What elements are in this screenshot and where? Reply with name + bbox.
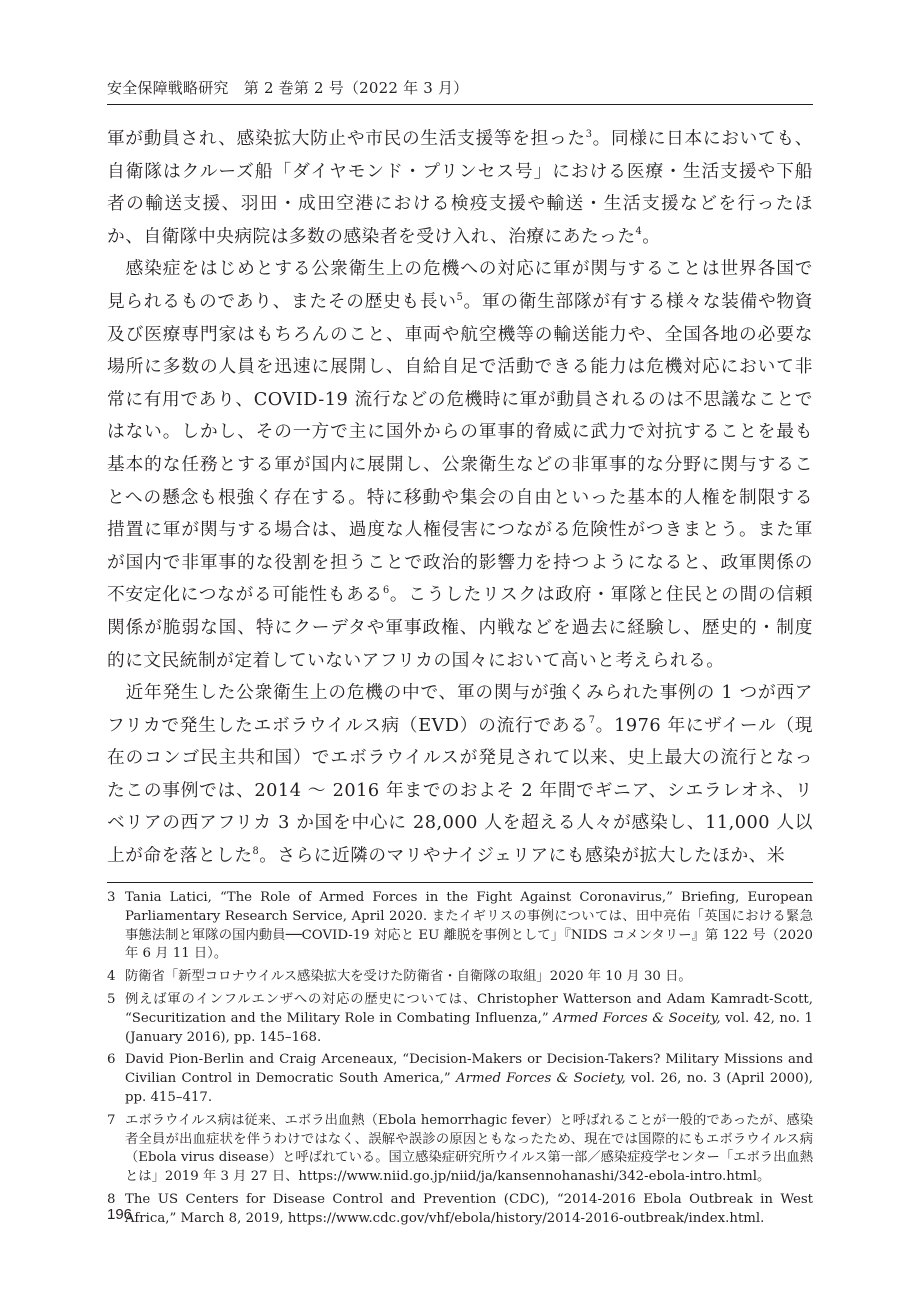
paragraph-text: 。同様に日本においても、自衛隊はクルーズ船「ダイヤモンド・プリンセス号」における医療・生活支援や下船者の輸送支援、羽田・成田空港における検疫支援や輸送・生活支援などを行ったほか、自衛隊中央病院は多数の感染者を受け入れ、治療にあたった xyxy=(107,129,813,247)
footnote-6 xyxy=(107,1051,813,1107)
page-number: 196 xyxy=(107,1206,133,1223)
footnote-7 xyxy=(107,1112,813,1187)
footnote-ref-4[interactable]: 4 xyxy=(635,226,643,238)
footnote-text-part: The US Centers for Disease Control and Prevention (CDC), “2014-2016 Ebola Outbreak in West Africa,” March 8, 2019, https://www.cdc.gov/vhf/ebola/history/2014-2016-outbreak/index.html. xyxy=(125,1191,813,1226)
footnote-ref-3[interactable]: 3 xyxy=(585,128,593,140)
footnote-text-part: 例えば軍のインフルエンザへの対応の歴史については、Christopher Watterson and Adam Kamradt-Scott, “Securitization and the Military Role in Combating Influenza,” xyxy=(125,991,813,1026)
footnote-number: 8 xyxy=(107,1191,116,1207)
footnote-text-part: エボラウイルス病は従来、エボラ出血熱（Ebola hemorrhagic fever）と呼ばれることが一般的であったが、感染者全員が出血症状を伴うわけではなく、誤解や誤診の原因ともなったため、現在では国際的にもエボラウイルス病（Ebola virus disease）と呼ばれている。国立感染症研究所ウイルス第一部／感染症疫学センター「エボラ出血熱とは」2019 年 3 月 27 日、https://www.niid.go.jp/niid/ja/kansennohanashi/342-ebola-intro.html。 xyxy=(125,1112,813,1185)
paragraph-1 xyxy=(107,123,813,253)
footnote-3 xyxy=(107,889,813,964)
paragraph-2 xyxy=(107,253,813,677)
footnote-text xyxy=(125,968,813,987)
footnote-ref-7[interactable]: 7 xyxy=(588,715,596,727)
footnote-ref-8[interactable]: 8 xyxy=(252,845,260,857)
footnote-text-part: vol. 26, no. 3 (April 2000), pp. 415–417. xyxy=(125,1071,813,1105)
footnote-text-part: 防衛省「新型コロナウイルス感染拡大を受けた防衛省・自衛隊の取組」2020 年 10 月 30 日。 xyxy=(125,969,692,985)
footnote-text xyxy=(125,889,813,964)
footnote-number: 6 xyxy=(107,1052,116,1068)
footnote-text xyxy=(125,1191,813,1229)
running-header: 安全保障戦略研究 第 2 巻第 2 号（2022 年 3 月） xyxy=(107,79,469,97)
footnote-number: 3 xyxy=(107,890,116,905)
footnote-number: 4 xyxy=(107,969,116,985)
footnote-4 xyxy=(107,968,813,987)
footnote-8 xyxy=(107,1191,813,1229)
paragraph-3 xyxy=(107,677,813,873)
main-text xyxy=(107,123,813,873)
footnote-text xyxy=(125,991,813,1047)
paragraph-text: 近年発生した公衆衛生上の危機の中で、軍の関与が強くみられた事例の 1 つが西アフリカで発生したエボラウイルス病（EVD）の流行である xyxy=(107,683,813,736)
paragraph-text: 。さらに近隣のマリやナイジェリアにも感染が拡大したほか、米 xyxy=(259,846,786,867)
paragraph-text: 感染症をはじめとする公衆衛生上の危機への対応に軍が関与することは世界各国で見られるものであり、またその歴史も長い xyxy=(107,259,813,312)
footnote-number: 7 xyxy=(107,1112,116,1128)
paragraph-text: 。 xyxy=(642,226,661,247)
paragraph-text: 。軍の衛生部隊が有する様々な装備や物資及び医療専門家はもちろんのこと、車両や航空機等の輸送能力や、全国各地の必要な場所に多数の人員を迅速に展開し、自給自足で活動できる能力は危機対応において非常に有用であり、COVID-19 流行などの危機時に軍が動員されるのは不思議なことではない。しかし、その一方で主に国外からの軍事的脅威に武力で対抗することを最も基本的な任務とする軍が国内に展開し、公衆衛生などの非軍事的な分野に関与することへの懸念も根強く存在する。特に移動や集会の自由といった基本的人権を制限する措置に軍が関与する場合は、過度な人権侵害につながる危険性がつきまとう。また軍が国内で非軍事的な役割を担うことで政治的影響力を持つようになると、政軍関係の不安定化につながる可能性もある xyxy=(107,291,813,606)
footnote-ref-6[interactable]: 6 xyxy=(382,585,390,597)
footnote-text-part: vol. 42, no. 1 (January 2016), pp. 145–168. xyxy=(125,1010,813,1045)
footnote-text-part: David Pion-Berlin and Craig Arceneaux, “Decision-Makers or Decision-Takers? Military Missions and Civilian Control in Democratic South America,” xyxy=(125,1052,813,1087)
journal-title: Armed Forces & Soceity, xyxy=(553,1010,721,1026)
footnote-rule xyxy=(107,882,813,883)
paragraph-text: 。こうしたリスクは政府・軍隊と住民との間の信頼関係が脆弱な国、特にクーデタや軍事政権、内戦などを過去に経験し、歴史的・制度的に文民統制が定着していないアフリカの国々において高いと考えられる。 xyxy=(107,585,813,671)
footnote-ref-5[interactable]: 5 xyxy=(456,291,464,303)
header-rule xyxy=(107,104,813,105)
journal-title: Armed Forces & Society, xyxy=(456,1071,626,1087)
footnote-5 xyxy=(107,991,813,1047)
paragraph-text: 。1976 年にザイール（現在のコンゴ民主共和国）でエボラウイルスが発見されて以来、史上最大の流行となったこの事例では、2014 ～ 2016 年までのおよそ 2 年間でギニア、シエラレオネ、リベリアの西アフリカ 3 か国を中心に 28,000 人を超える人々が感染し、11,000 人以上が命を落とした xyxy=(107,715,813,867)
footnote-text-part: Tania Latici, “The Role of Armed Forces in the Fight Against Coronavirus,” Briefing, European Parliamentary Research Service, April 2020. またイギリスの事例については、田中亮佑「英国における緊急事態法制と軍隊の国内動員──COVID-19 対応と EU 離脱を事例として」『NIDS コメンタリー』第 122 号（2020 年 6 月 11 日）。 xyxy=(125,890,813,962)
footnote-text xyxy=(125,1112,813,1187)
paragraph-text: 軍が動員され、感染拡大防止や市民の生活支援等を担った xyxy=(107,129,586,149)
footnotes xyxy=(107,889,813,1233)
footnote-text xyxy=(125,1051,813,1107)
footnote-number: 5 xyxy=(107,991,116,1007)
